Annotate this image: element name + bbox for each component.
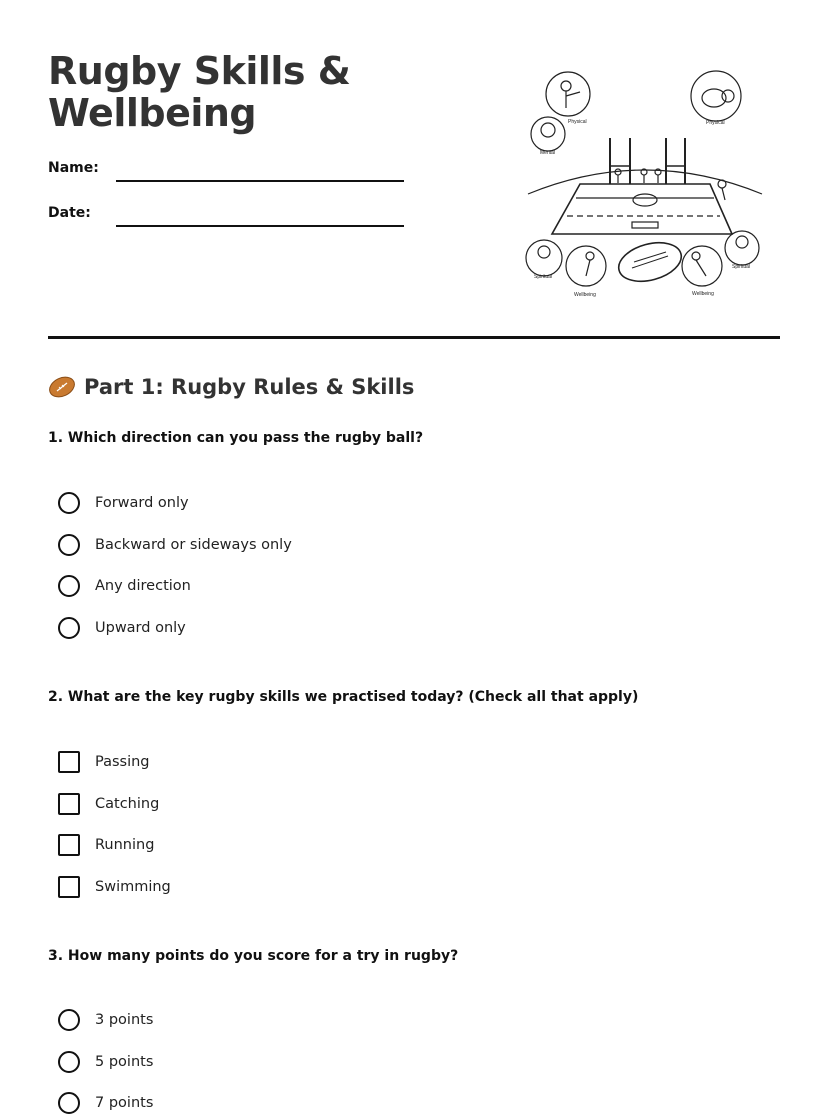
question-1-option-4[interactable]: Upward only xyxy=(58,616,186,640)
question-2-option-3[interactable]: Running xyxy=(58,833,154,857)
radio-button[interactable] xyxy=(58,492,80,514)
question-2: 2. What are the key rugby skills we practised today? (Check all that apply) xyxy=(48,689,639,705)
checkbox[interactable] xyxy=(58,793,80,815)
label-wellbeing-2: Wellbeing xyxy=(692,291,714,297)
label-physical: Physical xyxy=(568,119,587,125)
question-3-option-1[interactable]: 3 points xyxy=(58,1008,153,1032)
checkbox[interactable] xyxy=(58,834,80,856)
section-title-text: Part 1: Rugby Rules & Skills xyxy=(84,375,415,399)
question-2-option-2[interactable]: Catching xyxy=(58,792,159,816)
question-2-option-1[interactable]: Passing xyxy=(58,750,150,774)
label-mental: Mental xyxy=(540,150,556,156)
label-wellbeing: Wellbeing xyxy=(574,292,596,298)
section-divider xyxy=(48,336,780,339)
date-label: Date: xyxy=(48,205,91,221)
name-label: Name: xyxy=(48,160,99,176)
question-1-option-1[interactable]: Forward only xyxy=(58,491,189,515)
radio-button[interactable] xyxy=(58,1092,80,1114)
checkbox[interactable] xyxy=(58,751,80,773)
question-3-option-3[interactable]: 7 points xyxy=(58,1091,153,1115)
radio-button[interactable] xyxy=(58,1009,80,1031)
question-1-option-3[interactable]: Any direction xyxy=(58,574,191,598)
label-spiritual: Spiritual xyxy=(534,274,553,280)
radio-button[interactable] xyxy=(58,617,80,639)
question-2-option-4[interactable]: Swimming xyxy=(58,875,171,899)
checkbox[interactable] xyxy=(58,876,80,898)
radio-button[interactable] xyxy=(58,1051,80,1073)
rugby-ball-icon xyxy=(48,375,76,399)
question-3: 3. How many points do you score for a try in rugby? xyxy=(48,948,459,964)
radio-button[interactable] xyxy=(58,534,80,556)
question-1: 1. Which direction can you pass the rugby ball? xyxy=(48,430,424,446)
section-title-part-1 xyxy=(48,375,414,399)
rugby-field-illustration xyxy=(520,66,770,306)
label-physical-2: Physical xyxy=(706,120,725,126)
date-field[interactable] xyxy=(116,225,404,227)
page-title: Rugby Skills & Wellbeing xyxy=(48,49,351,135)
question-1-option-2[interactable]: Backward or sideways only xyxy=(58,533,292,557)
question-3-option-2[interactable]: 5 points xyxy=(58,1050,153,1074)
label-spiritual-2: Spiritual xyxy=(732,264,751,270)
radio-button[interactable] xyxy=(58,575,80,597)
name-field[interactable] xyxy=(116,180,404,182)
